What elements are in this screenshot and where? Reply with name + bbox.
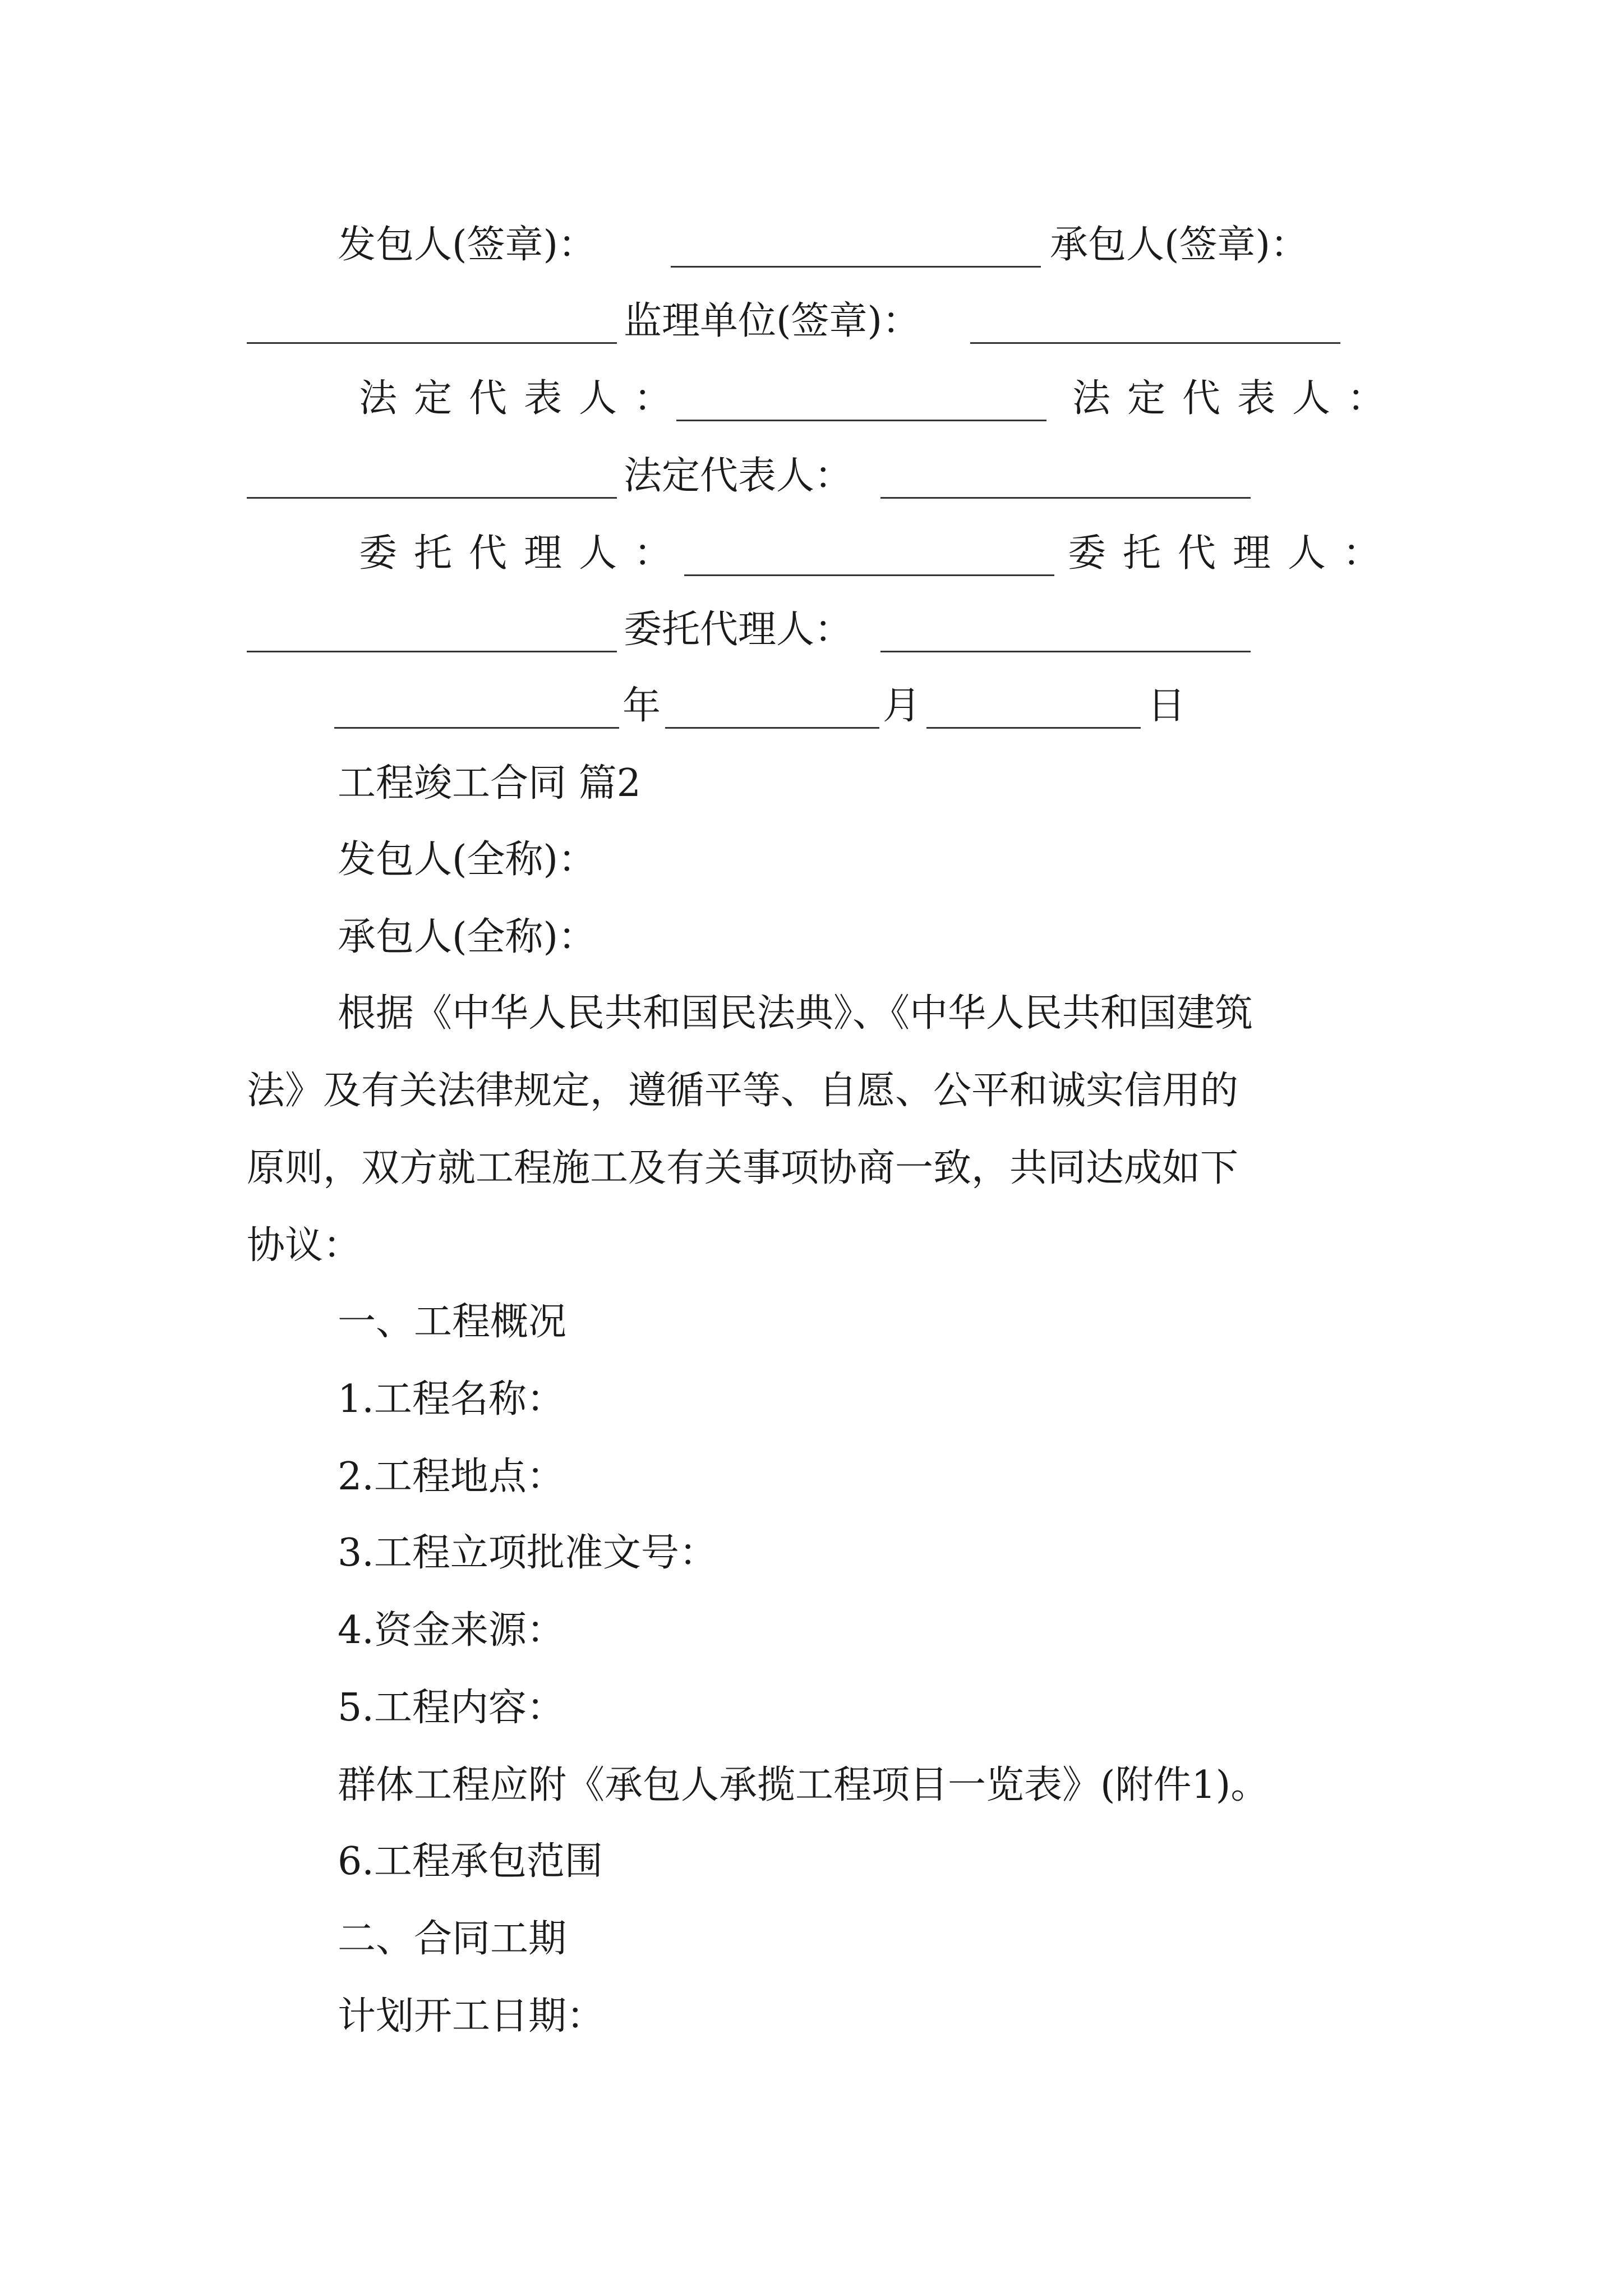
intro-line-3: 原则，双方就工程施工及有关事项协商一致，共同达成如下 <box>247 1146 1239 1190</box>
intro-line-1: 根据《中华人民共和国民法典》、《中华人民共和国建筑 <box>338 991 1253 1036</box>
supervisor-legal-rep-label: 法定代表人： <box>624 454 853 498</box>
employer-legal-rep-label: 法定代表人： <box>359 376 689 421</box>
day-blank <box>926 727 1141 729</box>
employer-seal-label: 发包人(签章)： <box>338 223 597 267</box>
item-project-content: 5.工程内容： <box>338 1686 565 1730</box>
supervisor-seal-label: 监理单位(签章)： <box>624 299 921 343</box>
item-approval-number: 3.工程立项批准文号： <box>338 1531 717 1575</box>
intro-line-4: 协议： <box>247 1223 362 1268</box>
contractor-full-name: 承包人(全称)： <box>338 915 597 959</box>
month-blank <box>665 727 879 729</box>
supervisor-seal-blank <box>970 342 1340 344</box>
month-label: 月 <box>883 684 921 728</box>
contractor-agent-label: 委托代理人： <box>1068 531 1398 576</box>
contractor-seal-label: 承包人(签章)： <box>1050 223 1309 267</box>
item-project-name: 1.工程名称： <box>338 1377 565 1421</box>
supervisor-agent-blank <box>880 651 1251 652</box>
planned-start-date: 计划开工日期： <box>338 1994 605 2039</box>
supervisor-legal-rep-blank <box>880 497 1251 499</box>
year-blank <box>334 727 619 729</box>
contractor-legal-rep-label: 法定代表人： <box>1072 376 1403 421</box>
heading-project-overview: 一、工程概况 <box>338 1300 567 1344</box>
year-label: 年 <box>623 684 661 728</box>
employer-legal-rep-blank <box>676 420 1046 421</box>
employer-seal-blank <box>671 266 1041 268</box>
heading-contract-period: 二、合同工期 <box>338 1917 567 1961</box>
section-title: 工程竣工合同 篇2 <box>338 761 641 806</box>
contractor-agent-blank <box>247 651 617 652</box>
employer-full-name: 发包人(全称)： <box>338 838 597 882</box>
employer-agent-label: 委托代理人： <box>359 531 689 576</box>
group-project-note: 群体工程应附《承包人承揽工程项目一览表》(附件1)。 <box>338 1763 1269 1807</box>
item-funding-source: 4.资金来源： <box>338 1608 565 1653</box>
supervisor-agent-label: 委托代理人： <box>624 608 853 652</box>
contractor-seal-blank <box>247 342 617 344</box>
employer-agent-blank <box>684 574 1054 576</box>
item-project-location: 2.工程地点： <box>338 1455 565 1499</box>
day-label: 日 <box>1147 684 1186 728</box>
contractor-legal-rep-blank <box>247 497 617 499</box>
intro-line-2: 法》及有关法律规定，遵循平等、自愿、公平和诚实信用的 <box>247 1069 1239 1113</box>
item-contract-scope: 6.工程承包范围 <box>338 1839 603 1884</box>
